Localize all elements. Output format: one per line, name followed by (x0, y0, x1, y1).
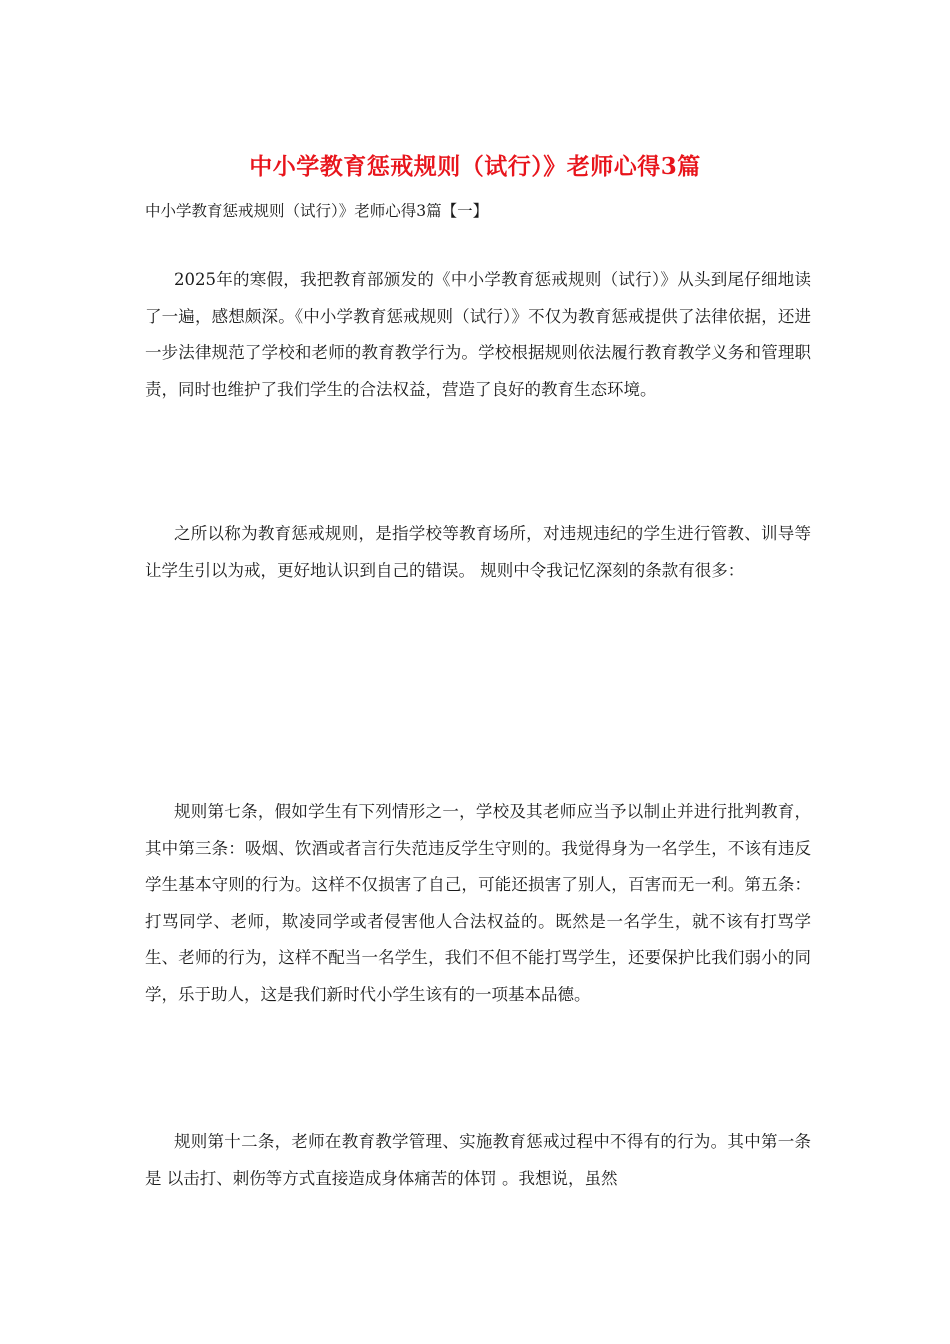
document-title: 中小学教育惩戒规则（试行）》老师心得3篇 (249, 153, 701, 180)
paragraph-3: 规则第七条，假如学生有下列情形之一，学校及其老师应当予以制止并进行批判教育，其中第三条：吸烟、饮酒或者言行失范违反学生守则的。我觉得身为一名学生，不该有违反学生基本守则的行为。这样不仅损害了自己，可能还损害了别人，百害而无一利。第五条：打骂同学、老师，欺凌同学或者侵害他人合法权益的。既然是一名学生，就不该有打骂学生、老师的行为，这样不配当一名学生，我们不但不能打骂学生，还要保护比我们弱小的同学，乐于助人，这是我们新时代小学生该有的一项基本品德。 (145, 802, 811, 1004)
paragraph-2: 之所以称为教育惩戒规则，是指学校等教育场所，对违规违纪的学生进行管教、训导等让学生引以为戒，更好地认识到自己的错误。 规则中令我记忆深刻的条款有很多： (145, 524, 811, 580)
paragraph-1: 2025年的寒假，我把教育部颁发的《中小学教育惩戒规则（试行）》从头到尾仔细地读了一遍，感想颇深。《中小学教育惩戒规则（试行）》不仅为教育惩戒提供了法律依据，还进一步法律规范了学校和老师的教育教学行为。学校根据规则依法履行教育教学义务和管理职责，同时也维护了我们学生的合法权益，营造了良好的教育生态环境。 (145, 270, 811, 399)
section-heading: 中小学教育惩戒规则（试行）》老师心得3篇【一】 (145, 202, 489, 220)
paragraph-4: 规则第十二条，老师在教育教学管理、实施教育惩戒过程中不得有的行为。其中第一条是 以击打、刺伤等方式直接造成身体痛苦的体罚 。我想说，虽然 (145, 1132, 811, 1188)
